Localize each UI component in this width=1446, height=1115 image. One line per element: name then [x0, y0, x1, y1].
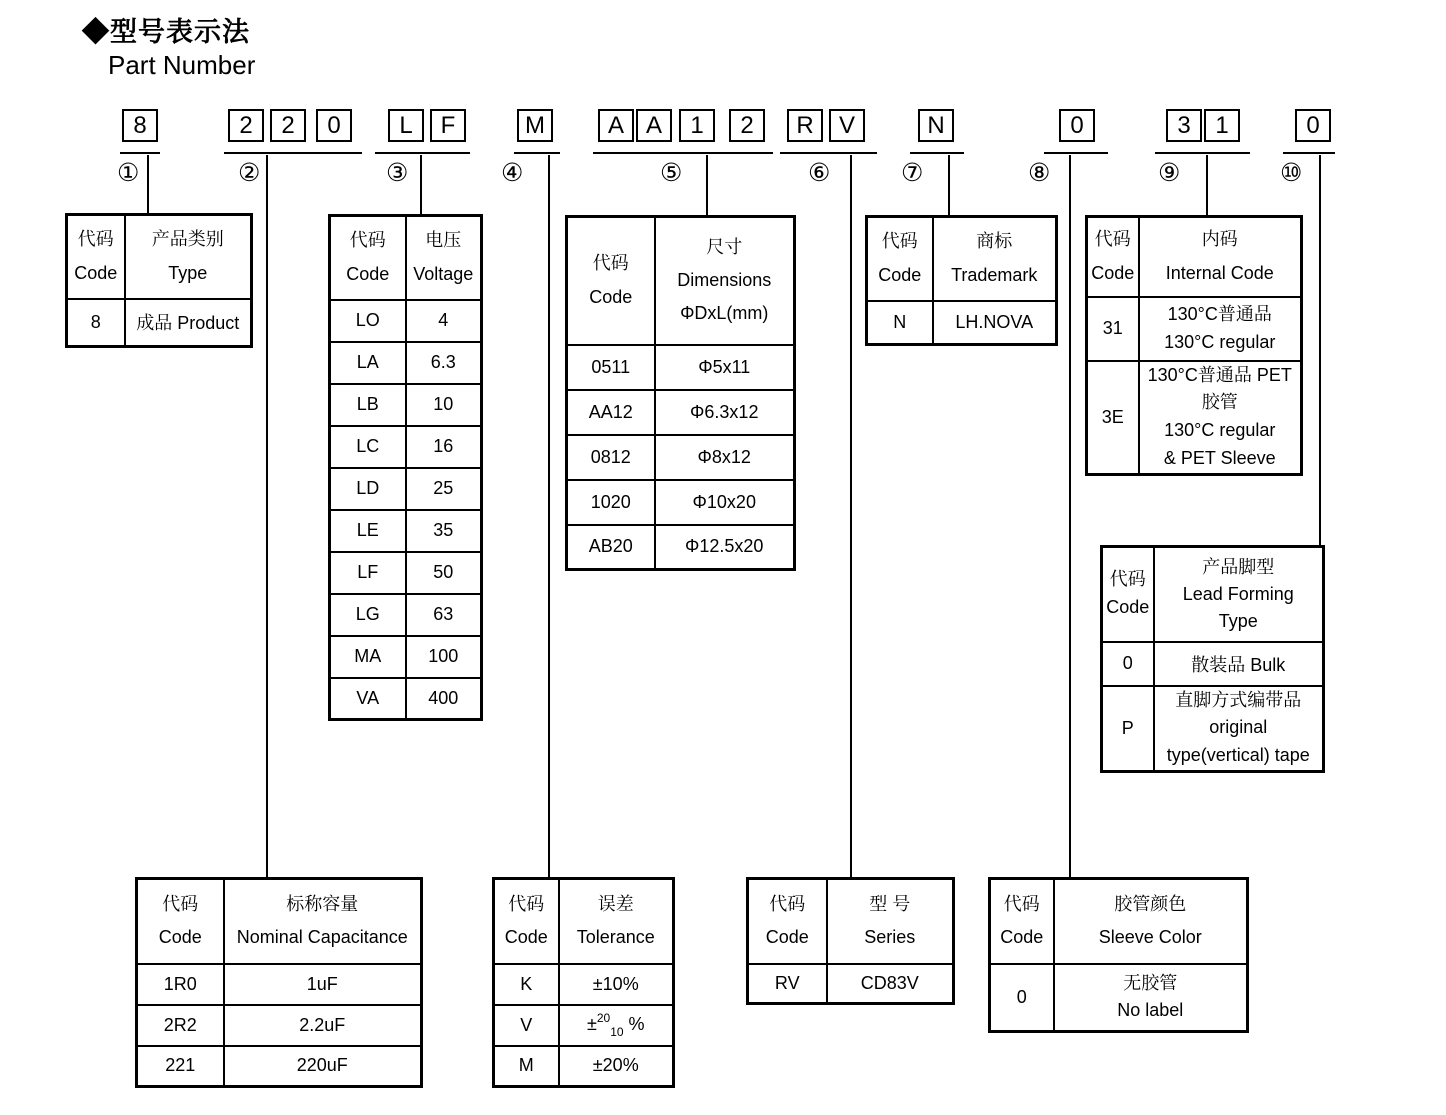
- table-row: [567, 345, 795, 390]
- table-row: [867, 301, 1057, 345]
- connector-line: [850, 155, 852, 877]
- table-row: [137, 964, 422, 1005]
- value-cell: 25: [406, 468, 482, 510]
- code-label-zh: 代码: [592, 253, 629, 274]
- lead-forming-table: [1100, 545, 1325, 773]
- value-header-cell: [1054, 879, 1248, 964]
- value-line: 胶管: [1201, 392, 1238, 413]
- code-cell: P: [1102, 686, 1154, 772]
- part-char-box: 0: [1059, 109, 1095, 142]
- header-zh: 型 号: [869, 893, 911, 914]
- group-underline: [1044, 152, 1108, 154]
- value-cell: Φ6.3x12: [655, 390, 795, 435]
- tolerance-lower: 10: [610, 1025, 624, 1039]
- code-cell: 221: [137, 1046, 224, 1087]
- connector-line: [948, 155, 950, 215]
- table-row: [330, 384, 482, 426]
- percent-sign: %: [623, 1014, 645, 1034]
- code-cell: 0812: [567, 435, 655, 480]
- header-en: Internal Code: [1165, 262, 1274, 283]
- table-row: [137, 1005, 422, 1046]
- value-header-cell: [406, 216, 482, 300]
- part-char-box: V: [829, 109, 865, 142]
- table-row: [330, 300, 482, 342]
- header-zh: 胶管颜色: [1114, 893, 1187, 914]
- code-label-zh: 代码: [1109, 569, 1146, 590]
- value-cell: 63: [406, 594, 482, 636]
- code-header-cell: [137, 879, 224, 964]
- value-header-cell: [933, 217, 1057, 301]
- part-char-box: A: [636, 109, 672, 142]
- part-char-box: 2: [729, 109, 765, 142]
- group-underline: [375, 152, 470, 154]
- plus-minus-sign: ±: [586, 1014, 597, 1034]
- value-line: original: [1209, 717, 1268, 738]
- table-row: [494, 1005, 674, 1046]
- table-row: [137, 1046, 422, 1087]
- code-cell: 1R0: [137, 964, 224, 1005]
- table-row: [567, 525, 795, 570]
- value-cell: 35: [406, 510, 482, 552]
- code-cell: MA: [330, 636, 406, 678]
- table-header-row: [330, 216, 482, 300]
- code-cell: N: [867, 301, 933, 345]
- code-cell: VA: [330, 678, 406, 720]
- table-row: [567, 480, 795, 525]
- code-cell: M: [494, 1046, 559, 1087]
- table-header-row: [1087, 217, 1302, 297]
- value-cell: 10: [406, 384, 482, 426]
- group-number: ③: [386, 159, 409, 187]
- code-cell: 31: [1087, 297, 1139, 361]
- header-en: Dimensions: [677, 270, 772, 291]
- table-header-row: [494, 879, 674, 964]
- part-char-box: 2: [270, 109, 306, 142]
- group-number: ②: [238, 159, 261, 187]
- part-char-box: A: [598, 109, 634, 142]
- sleeve-color-table: [988, 877, 1249, 1033]
- value-header-cell: [655, 217, 795, 345]
- connector-line: [420, 155, 422, 214]
- code-label-en: Code: [589, 286, 633, 307]
- table-header-row: [567, 217, 795, 345]
- part-char-box: L: [388, 109, 424, 142]
- value-cell: 220uF: [224, 1046, 422, 1087]
- header-en: Nominal Capacitance: [236, 927, 408, 948]
- table-row: [330, 552, 482, 594]
- part-char-box: 2: [228, 109, 264, 142]
- table-header-row: [1102, 547, 1324, 642]
- value-cell: [559, 1005, 674, 1046]
- value-cell: 成品 Product: [125, 299, 252, 347]
- value-cell: Φ10x20: [655, 480, 795, 525]
- group-underline: [1283, 152, 1335, 154]
- code-label-zh: 代码: [769, 893, 806, 914]
- code-label-zh: 代码: [1003, 893, 1040, 914]
- connector-line: [1206, 155, 1208, 215]
- code-cell: AB20: [567, 525, 655, 570]
- table-header-row: [990, 879, 1248, 964]
- value-header-cell: [827, 879, 954, 964]
- value-line: 130°C regular: [1164, 331, 1276, 352]
- connector-line: [706, 155, 708, 215]
- value-cell: 2.2uF: [224, 1005, 422, 1046]
- value-line: & PET Sleeve: [1163, 448, 1276, 469]
- code-cell: 1020: [567, 480, 655, 525]
- table-header-row: [67, 215, 252, 299]
- value-line: 130°C普通品: [1167, 303, 1272, 324]
- diamond-icon: ◆: [82, 17, 110, 47]
- group-underline: [514, 152, 560, 154]
- code-label-zh: 代码: [881, 231, 918, 252]
- code-cell: 3E: [1087, 361, 1139, 475]
- code-cell: LF: [330, 552, 406, 594]
- header-unit: ΦDxL(mm): [680, 303, 769, 324]
- code-cell: 0511: [567, 345, 655, 390]
- code-label-zh: 代码: [508, 893, 545, 914]
- value-cell: 1uF: [224, 964, 422, 1005]
- code-cell: LA: [330, 342, 406, 384]
- value-cell: 16: [406, 426, 482, 468]
- part-char-box: 0: [1295, 109, 1331, 142]
- voltage-table: [328, 214, 483, 721]
- value-cell: Φ12.5x20: [655, 525, 795, 570]
- group-underline: [224, 152, 362, 154]
- code-header-cell: [1102, 547, 1154, 642]
- code-cell: LG: [330, 594, 406, 636]
- code-header-cell: [494, 879, 559, 964]
- code-header-cell: [67, 215, 125, 299]
- header-zh: 误差: [597, 893, 634, 914]
- value-header-cell: [559, 879, 674, 964]
- code-label-en: Code: [346, 263, 390, 284]
- header-zh: 电压: [425, 230, 462, 251]
- part-char-box: 1: [679, 109, 715, 142]
- tolerance-table: [492, 877, 675, 1088]
- table-row: [990, 964, 1248, 1032]
- code-cell: LC: [330, 426, 406, 468]
- code-header-cell: [990, 879, 1054, 964]
- tolerance-upper: 20: [596, 1011, 611, 1025]
- value-line: 直脚方式编带品: [1175, 689, 1302, 710]
- part-char-box: F: [430, 109, 466, 142]
- code-label-en: Code: [1091, 262, 1135, 283]
- value-cell: 6.3: [406, 342, 482, 384]
- code-label-en: Code: [74, 262, 118, 283]
- value-cell: 50: [406, 552, 482, 594]
- code-cell: 8: [67, 299, 125, 347]
- table-row: [330, 426, 482, 468]
- group-number: ①: [117, 159, 140, 187]
- code-label-en: Code: [1000, 927, 1044, 948]
- header-zh: 标称容量: [286, 893, 359, 914]
- table-row: [1102, 642, 1324, 686]
- value-header-cell: [1154, 547, 1324, 642]
- table-row: [67, 299, 252, 347]
- code-cell: 2R2: [137, 1005, 224, 1046]
- group-underline: [910, 152, 964, 154]
- group-number: ⑨: [1158, 159, 1181, 187]
- internal-code-table: [1085, 215, 1303, 476]
- code-cell: LB: [330, 384, 406, 426]
- part-char-box: M: [517, 109, 553, 142]
- value-cell: LH.NOVA: [933, 301, 1057, 345]
- header-en: Type: [1218, 610, 1258, 631]
- value-cell: CD83V: [827, 964, 954, 1004]
- value-cell: [1139, 361, 1302, 475]
- series-table: [746, 877, 955, 1005]
- value-cell: [1154, 686, 1324, 772]
- code-header-cell: [567, 217, 655, 345]
- table-row: [1102, 686, 1324, 772]
- value-line: type(vertical) tape: [1166, 745, 1310, 766]
- header-zh: 商标: [976, 231, 1013, 252]
- value-header-cell: [1139, 217, 1302, 297]
- code-cell: AA12: [567, 390, 655, 435]
- code-cell: LO: [330, 300, 406, 342]
- capacitance-table: [135, 877, 423, 1088]
- part-char-box: 0: [316, 109, 352, 142]
- part-char-box: 1: [1204, 109, 1240, 142]
- code-cell: RV: [748, 964, 827, 1004]
- table-row: [494, 1046, 674, 1087]
- value-line: 130°C regular: [1164, 420, 1276, 441]
- header-en: Trademark: [951, 264, 1038, 285]
- code-cell: LE: [330, 510, 406, 552]
- part-char-box: R: [787, 109, 823, 142]
- group-underline: [593, 152, 773, 154]
- code-header-cell: [867, 217, 933, 301]
- code-cell: V: [494, 1005, 559, 1046]
- product-type-table: [65, 213, 253, 348]
- value-cell: 100: [406, 636, 482, 678]
- table-header-row: [867, 217, 1057, 301]
- code-label-en: Code: [1106, 597, 1150, 618]
- value-cell: [1139, 297, 1302, 361]
- header-zh: 产品类别: [151, 229, 224, 250]
- header-zh: 尺寸: [706, 236, 743, 257]
- value-cell: [1054, 964, 1248, 1032]
- table-row: [748, 964, 954, 1004]
- code-label-en: Code: [765, 927, 809, 948]
- table-row: [330, 594, 482, 636]
- code-header-cell: [748, 879, 827, 964]
- code-cell: 0: [1102, 642, 1154, 686]
- connector-line: [548, 155, 550, 877]
- table-row: [1087, 361, 1302, 475]
- value-cell: ±20%: [559, 1046, 674, 1087]
- code-header-cell: [1087, 217, 1139, 297]
- group-underline: [120, 152, 160, 154]
- table-row: [330, 468, 482, 510]
- value-line: 无胶管: [1123, 973, 1178, 994]
- header-en: Sleeve Color: [1098, 927, 1202, 948]
- page-title-zh: [82, 10, 250, 49]
- code-label-zh: 代码: [1094, 229, 1131, 250]
- header-en: Series: [864, 927, 916, 948]
- value-cell: 散装品 Bulk: [1154, 642, 1324, 686]
- table-row: [330, 678, 482, 720]
- table-header-row: [137, 879, 422, 964]
- code-cell: 0: [990, 964, 1054, 1032]
- group-number: ⑩: [1280, 159, 1303, 187]
- connector-line: [147, 155, 149, 213]
- code-label-en: Code: [158, 927, 202, 948]
- table-row: [330, 636, 482, 678]
- group-number: ⑧: [1028, 159, 1051, 187]
- header-zh: 产品脚型: [1202, 556, 1275, 577]
- group-underline: [1155, 152, 1250, 154]
- value-cell: 4: [406, 300, 482, 342]
- table-row: [494, 964, 674, 1005]
- header-en: Lead Forming: [1182, 583, 1294, 604]
- value-cell: Φ5x11: [655, 345, 795, 390]
- page-title-en: Part Number: [108, 50, 256, 80]
- connector-line: [266, 155, 268, 877]
- code-cell: LD: [330, 468, 406, 510]
- value-cell: 400: [406, 678, 482, 720]
- table-row: [1087, 297, 1302, 361]
- value-header-cell: [224, 879, 422, 964]
- table-row: [330, 510, 482, 552]
- part-char-box: 3: [1166, 109, 1202, 142]
- code-label-en: Code: [504, 927, 548, 948]
- code-cell: K: [494, 964, 559, 1005]
- code-label-en: Code: [878, 264, 922, 285]
- group-number: ⑦: [901, 159, 924, 187]
- value-cell: Φ8x12: [655, 435, 795, 480]
- header-en: Voltage: [413, 263, 474, 284]
- table-header-row: [748, 879, 954, 964]
- table-row: [330, 342, 482, 384]
- code-label-zh: 代码: [162, 893, 199, 914]
- group-number: ⑥: [808, 159, 831, 187]
- table-row: [567, 435, 795, 480]
- group-number: ④: [501, 159, 524, 187]
- group-number: ⑤: [660, 159, 683, 187]
- connector-line: [1069, 155, 1071, 877]
- header-zh: 内码: [1201, 229, 1238, 250]
- header-en: Tolerance: [576, 927, 655, 948]
- value-line: No label: [1117, 1000, 1184, 1021]
- value-cell: ±10%: [559, 964, 674, 1005]
- group-underline: [780, 152, 877, 154]
- page-title-zh-text: 型号表示法: [110, 17, 250, 47]
- code-label-zh: 代码: [349, 230, 386, 251]
- part-char-box: 8: [122, 109, 158, 142]
- code-header-cell: [330, 216, 406, 300]
- dimensions-table: [565, 215, 796, 571]
- value-line: 130°C普通品 PET: [1147, 364, 1292, 385]
- table-row: [567, 390, 795, 435]
- value-header-cell: [125, 215, 252, 299]
- part-char-box: N: [918, 109, 954, 142]
- header-en: Type: [168, 262, 208, 283]
- connector-line: [1319, 155, 1321, 545]
- code-label-zh: 代码: [77, 229, 114, 250]
- trademark-table: [865, 215, 1058, 346]
